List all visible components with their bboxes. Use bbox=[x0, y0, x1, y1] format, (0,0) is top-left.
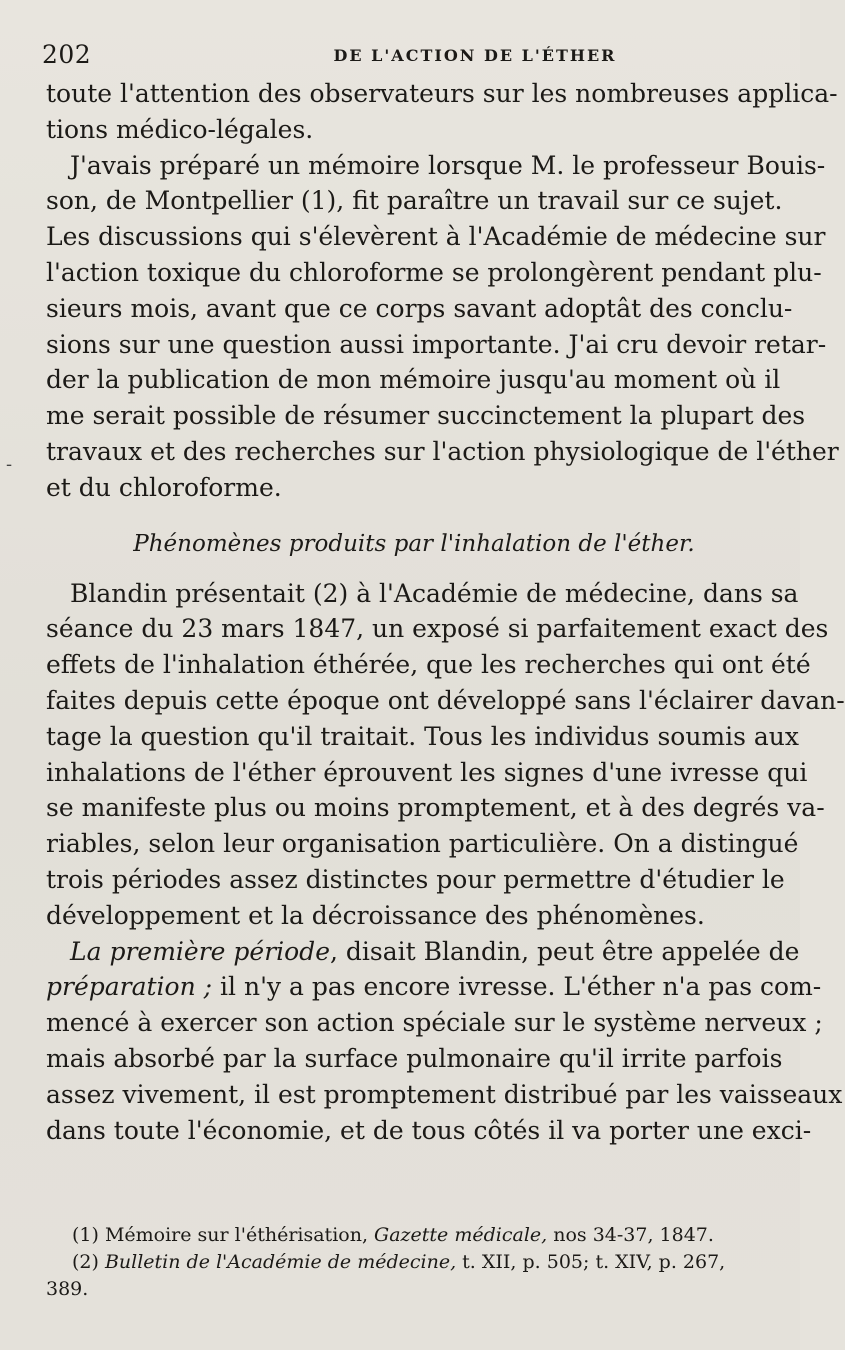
text-run: il n'y a pas encore ivresse. L'éther n'a pas com- bbox=[212, 972, 822, 1002]
text-line bbox=[46, 969, 822, 1005]
footnote-1 bbox=[46, 1222, 762, 1249]
italic-term: préparation ; bbox=[46, 972, 213, 1002]
section-heading: Phénomènes produits par l'inhalation de l'éther. bbox=[133, 530, 695, 557]
text-line: tions médico-légales. bbox=[46, 114, 314, 144]
footnote-source: Bulletin de l'Académie de médecine, bbox=[104, 1251, 457, 1273]
text-run: , disait Blandin, peut être appelée de bbox=[330, 936, 800, 966]
text-line: l'action toxique du chloroforme se prolongèrent pendant plu- bbox=[46, 257, 822, 287]
text-line: riables, selon leur organisation particulière. On a distingué bbox=[46, 829, 799, 859]
text-line: trois périodes assez distinctes pour permettre d'étudier le bbox=[46, 864, 785, 894]
footnote-text: nos 34-37, 1847. bbox=[547, 1224, 714, 1246]
running-head bbox=[40, 40, 760, 80]
footnote-text: t. XII, p. 505; t. XIV, p. 267, bbox=[456, 1251, 726, 1273]
footnote-2-continuation: 389. bbox=[46, 1278, 89, 1300]
text-line: inhalations de l'éther éprouvent les signes d'une ivresse qui bbox=[46, 757, 808, 787]
text-line bbox=[46, 934, 800, 970]
text-line: et du chloroforme. bbox=[46, 472, 282, 502]
margin-mark: - bbox=[6, 454, 13, 475]
body-text bbox=[46, 76, 845, 1148]
text-line: dans toute l'économie, et de tous côtés il va porter une exci- bbox=[46, 1115, 812, 1145]
text-line: assez vivement, il est promptement distribué par les vaisseaux bbox=[46, 1079, 843, 1109]
text-line: mencé à exercer son action spéciale sur le système nerveux ; bbox=[46, 1008, 823, 1038]
text-line: J'avais préparé un mémoire lorsque M. le professeur Bouis- bbox=[70, 150, 826, 180]
running-title: DE L'ACTION DE L'ÉTHER bbox=[333, 46, 617, 65]
text-line: développement et la décroissance des phénomènes. bbox=[46, 900, 705, 930]
text-line: effets de l'inhalation éthérée, que les recherches qui ont été bbox=[46, 650, 811, 680]
text-line: séance du 23 mars 1847, un exposé si parfaitement exact des bbox=[46, 614, 829, 644]
footnote-text: (1) Mémoire sur l'éthérisation, bbox=[72, 1224, 375, 1246]
text-line: sions sur une question aussi importante. J'ai cru devoir retar- bbox=[46, 329, 827, 359]
page-number: 202 bbox=[42, 40, 92, 69]
footnotes bbox=[46, 1222, 762, 1303]
text-line: travaux et des recherches sur l'action physiologique de l'éther bbox=[46, 436, 839, 466]
footnote-2 bbox=[46, 1249, 762, 1276]
text-line: se manifeste plus ou moins promptement, et à des degrés va- bbox=[46, 793, 825, 823]
text-line: me serait possible de résumer succinctement la plupart des bbox=[46, 401, 806, 431]
italic-term: La première période bbox=[70, 936, 330, 966]
text-line: son, de Montpellier (1), fit paraître un travail sur ce sujet. bbox=[46, 186, 783, 216]
footnote-source: Gazette médicale, bbox=[374, 1224, 548, 1246]
text-line: Les discussions qui s'élevèrent à l'Académie de médecine sur bbox=[46, 222, 826, 252]
text-line: tage la question qu'il traitait. Tous les individus soumis aux bbox=[46, 721, 800, 751]
text-line: Blandin présentait (2) à l'Académie de médecine, dans sa bbox=[70, 578, 799, 608]
text-line: faites depuis cette époque ont développé sans l'éclairer davan- bbox=[46, 685, 845, 715]
text-line: toute l'attention des observateurs sur les nombreuses applica- bbox=[46, 79, 838, 108]
text-line: mais absorbé par la surface pulmonaire qu'il irrite parfois bbox=[46, 1043, 783, 1073]
footnote-text: (2) bbox=[72, 1251, 105, 1273]
text-line: der la publication de mon mémoire jusqu'au moment où il bbox=[46, 365, 781, 395]
text-line: sieurs mois, avant que ce corps savant adoptât des conclu- bbox=[46, 293, 793, 323]
